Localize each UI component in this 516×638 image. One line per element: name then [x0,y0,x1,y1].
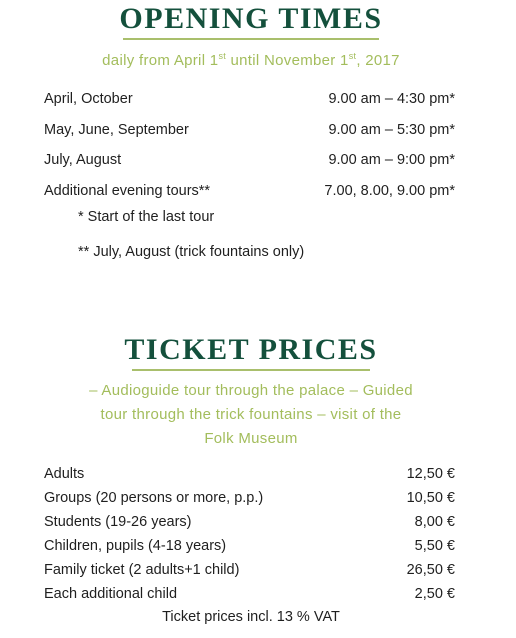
opening-row [44,149,455,171]
opening-row-label: April, October [44,91,133,107]
opening-row-label: July, August [44,152,122,168]
price-row-label: Family ticket (2 adults+1 child) [44,562,240,578]
price-row [44,583,455,605]
opening-times-underline [123,38,379,40]
ticket-prices-heading [0,333,502,371]
price-row-label: Each additional child [44,586,178,602]
subtitle-part: daily from April 1 [102,52,219,69]
price-row [44,511,455,533]
opening-times-subtitle [0,52,502,69]
opening-row [44,88,455,110]
opening-row-label: Additional evening tours** [44,183,211,199]
opening-times-heading [0,2,502,40]
opening-row-value: 9.00 am – 5:30 pm* [328,122,455,138]
ticket-prices-subtitle-line: – Audioguide tour through the palace – Guided [89,382,413,399]
price-row-label: Children, pupils (4-18 years) [44,538,227,554]
price-row [44,535,455,557]
ticket-prices-underline [132,369,370,371]
ticket-prices-subtitle-line: Folk Museum [204,430,298,447]
price-row-label: Students (19-26 years) [44,514,192,530]
ticket-prices-subtitle-line: tour through the trick fountains – visit of the [100,406,402,423]
price-row-label: Groups (20 persons or more, p.p.) [44,490,264,506]
opening-row [44,180,455,202]
price-row [44,487,455,509]
price-row-value: 5,50 € [414,538,455,554]
footnote-evening-tours: ** July, August (trick fountains only) [78,244,305,260]
price-row [44,463,455,485]
subtitle-part: until November 1 [226,52,349,69]
opening-row-value: 9.00 am – 4:30 pm* [328,91,455,107]
opening-row-value: 9.00 am – 9:00 pm* [328,152,455,168]
vat-note: Ticket prices incl. 13 % VAT [162,609,340,625]
ticket-prices-title: TICKET PRICES [124,333,378,366]
subtitle-sup: st [218,51,227,61]
price-row-label: Adults [44,466,85,482]
price-row-value: 12,50 € [406,466,455,482]
subtitle-part: , 2017 [356,52,400,69]
opening-row [44,119,455,141]
price-row-value: 2,50 € [414,586,455,602]
opening-times-title: OPENING TIMES [119,2,383,35]
price-row [44,559,455,581]
footnote-last-tour: * Start of the last tour [78,209,215,225]
price-row-value: 10,50 € [406,490,455,506]
opening-row-value: 7.00, 8.00, 9.00 pm* [324,183,455,199]
price-row-value: 8,00 € [414,514,455,530]
opening-row-label: May, June, September [44,122,189,138]
price-row-value: 26,50 € [406,562,455,578]
subtitle-sup: st [348,51,357,61]
